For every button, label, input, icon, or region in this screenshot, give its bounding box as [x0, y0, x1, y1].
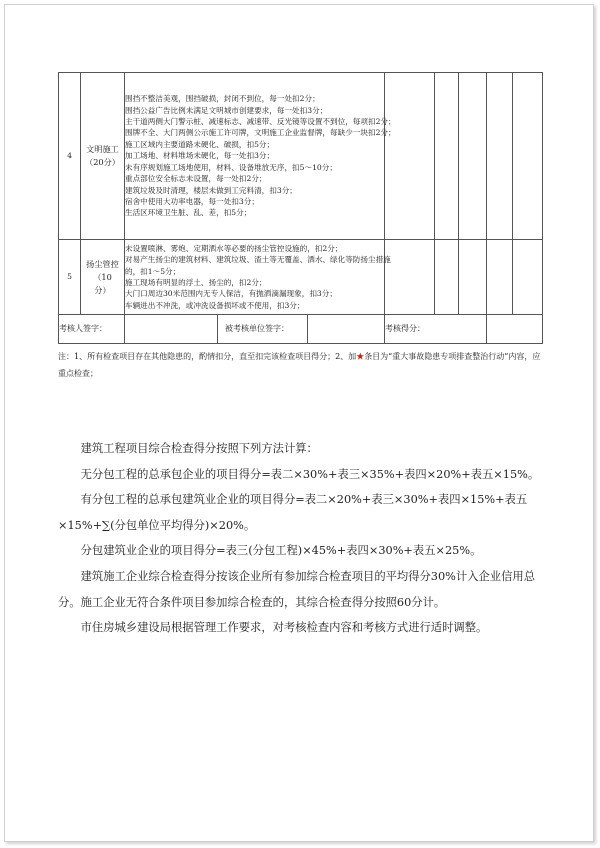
inspection-table: [58, 72, 543, 344]
criteria-line: 未设置喷淋、雾炮、定期洒水等必要的扬尘管控设施的，扣2分；: [125, 243, 343, 253]
criteria-line: 车辆进出不冲洗，或冲洗设备损坏或不使用，扣3分；: [125, 300, 305, 310]
criteria-line: 围挡公益广告比例未满足文明城市创建要求，每一处扣3分；: [125, 105, 328, 115]
paragraph: 分包建筑业企业的项目得分=表三(分包工程)×45%+表四×30%+表五×25%。: [80, 544, 482, 558]
check-item-name: 扬尘管控（10: [86, 258, 119, 282]
criteria-line: 大门口周边30米范围内无专人保洁，有抛洒滴漏现象，扣3分；: [125, 289, 337, 299]
signature-divider: [307, 315, 308, 343]
empty-cell: [459, 73, 487, 240]
signature-row: [59, 315, 543, 344]
check-item-points: （20分）: [85, 157, 120, 167]
criteria-line: 主干道两侧大门警示桩、减速标志、减速带、反光镜等设置不到位，每项扣2分；: [125, 117, 396, 127]
paragraph: 有分包工程的总承包建筑业企业的项目得分=表二×20%+表三×30%+表四×15%+表五×15%+∑(分包单位平均得分)×20%。: [58, 493, 528, 532]
criteria-line: 施工区域内主要道路未硬化、破损，扣5分；: [125, 139, 275, 149]
empty-cell: [459, 240, 487, 315]
criteria-line: 的，扣1～5分；: [125, 266, 181, 276]
signature-divider: [217, 315, 218, 343]
check-item: [81, 73, 125, 240]
row-number: 5: [59, 240, 81, 315]
criteria-line: 生活区环境卫生脏、乱、差，扣5分；: [125, 208, 252, 218]
criteria-line: 施工现场有明显的浮土、扬尘的，扣2分；: [125, 278, 267, 287]
criteria-line: 围牌不全、大门两侧公示施工许可牌，文明施工企业监督牌，每缺少一块扣2分；: [125, 128, 396, 138]
empty-cell: [435, 240, 459, 315]
signature-field: [125, 315, 385, 344]
criteria-line: 未有序规划施工场地使用，材料、设备堆放无序，扣5～10分；: [125, 162, 337, 172]
check-item-points: 分）: [94, 284, 111, 295]
scoring-method-text: [58, 436, 550, 641]
score-label: 考核得分：: [385, 315, 487, 344]
empty-cell: [385, 240, 435, 315]
paragraph: 建筑工程项目综合检查得分按照下列方法计算：: [80, 442, 318, 455]
table-note: [58, 348, 548, 382]
paragraph: 建筑施工企业综合检查得分按该企业所有参加综合检查项目的平均得分30%计入企业信用总分。施工企业无符合条件项目参加综合检查的，其综合检查得分按照60分计。: [58, 569, 535, 609]
star-icon: ★: [356, 352, 365, 361]
check-item-name: 文明施工: [86, 144, 119, 154]
criteria-line: 加工场地、材料堆场未硬化，每一处扣3分；: [125, 151, 275, 161]
check-item: [81, 240, 125, 315]
note-text: 条目为“重大事故隐患专项排查整治行动”内容，应重点检查；: [58, 352, 541, 378]
empty-cell: [513, 73, 543, 240]
assessed-unit-signature-label: 被考核单位签字：: [225, 324, 289, 333]
paragraph: 无分包工程的总承包企业的项目得分=表二×30%+表三×35%+表四×20%+表五×15%。: [80, 467, 540, 481]
empty-cell: [487, 240, 513, 315]
assessor-signature-label: 考核人签字：: [59, 315, 125, 344]
deduction-criteria: [125, 73, 396, 240]
criteria-line: 对易产生扬尘的建筑材料、建筑垃圾、渣土等无覆盖、洒水、绿化等防扬尘措施: [125, 255, 391, 265]
criteria-line: 围挡不整洁美观，围挡破损，封闭不到位，每一处扣2分；: [125, 94, 320, 104]
criteria-line: 建筑垃圾及时清理，楼层未做到工完料清，扣3分；: [125, 185, 297, 195]
table-row: [59, 73, 543, 240]
score-field: [487, 315, 543, 344]
empty-cell: [435, 73, 459, 240]
empty-cell: [513, 240, 543, 315]
empty-cell: [487, 73, 513, 240]
criteria-line: 宿舍中使用大功率电器，每一处扣3分；: [125, 196, 259, 206]
paragraph: 市住房城乡建设局根据管理工作要求，对考核检查内容和考核方式进行适时调整。: [80, 621, 488, 635]
row-number: 4: [59, 73, 81, 240]
table-row: [59, 240, 543, 315]
empty-cell: [385, 73, 435, 240]
deduction-criteria: [125, 240, 391, 315]
note-text: 注：1、所有检查项目存在其他隐患的，酌情扣分，直至扣完该检查项目得分；2、加: [58, 352, 357, 361]
criteria-line: 重点部位安全标志未设置，每一处扣2分；: [125, 174, 267, 184]
